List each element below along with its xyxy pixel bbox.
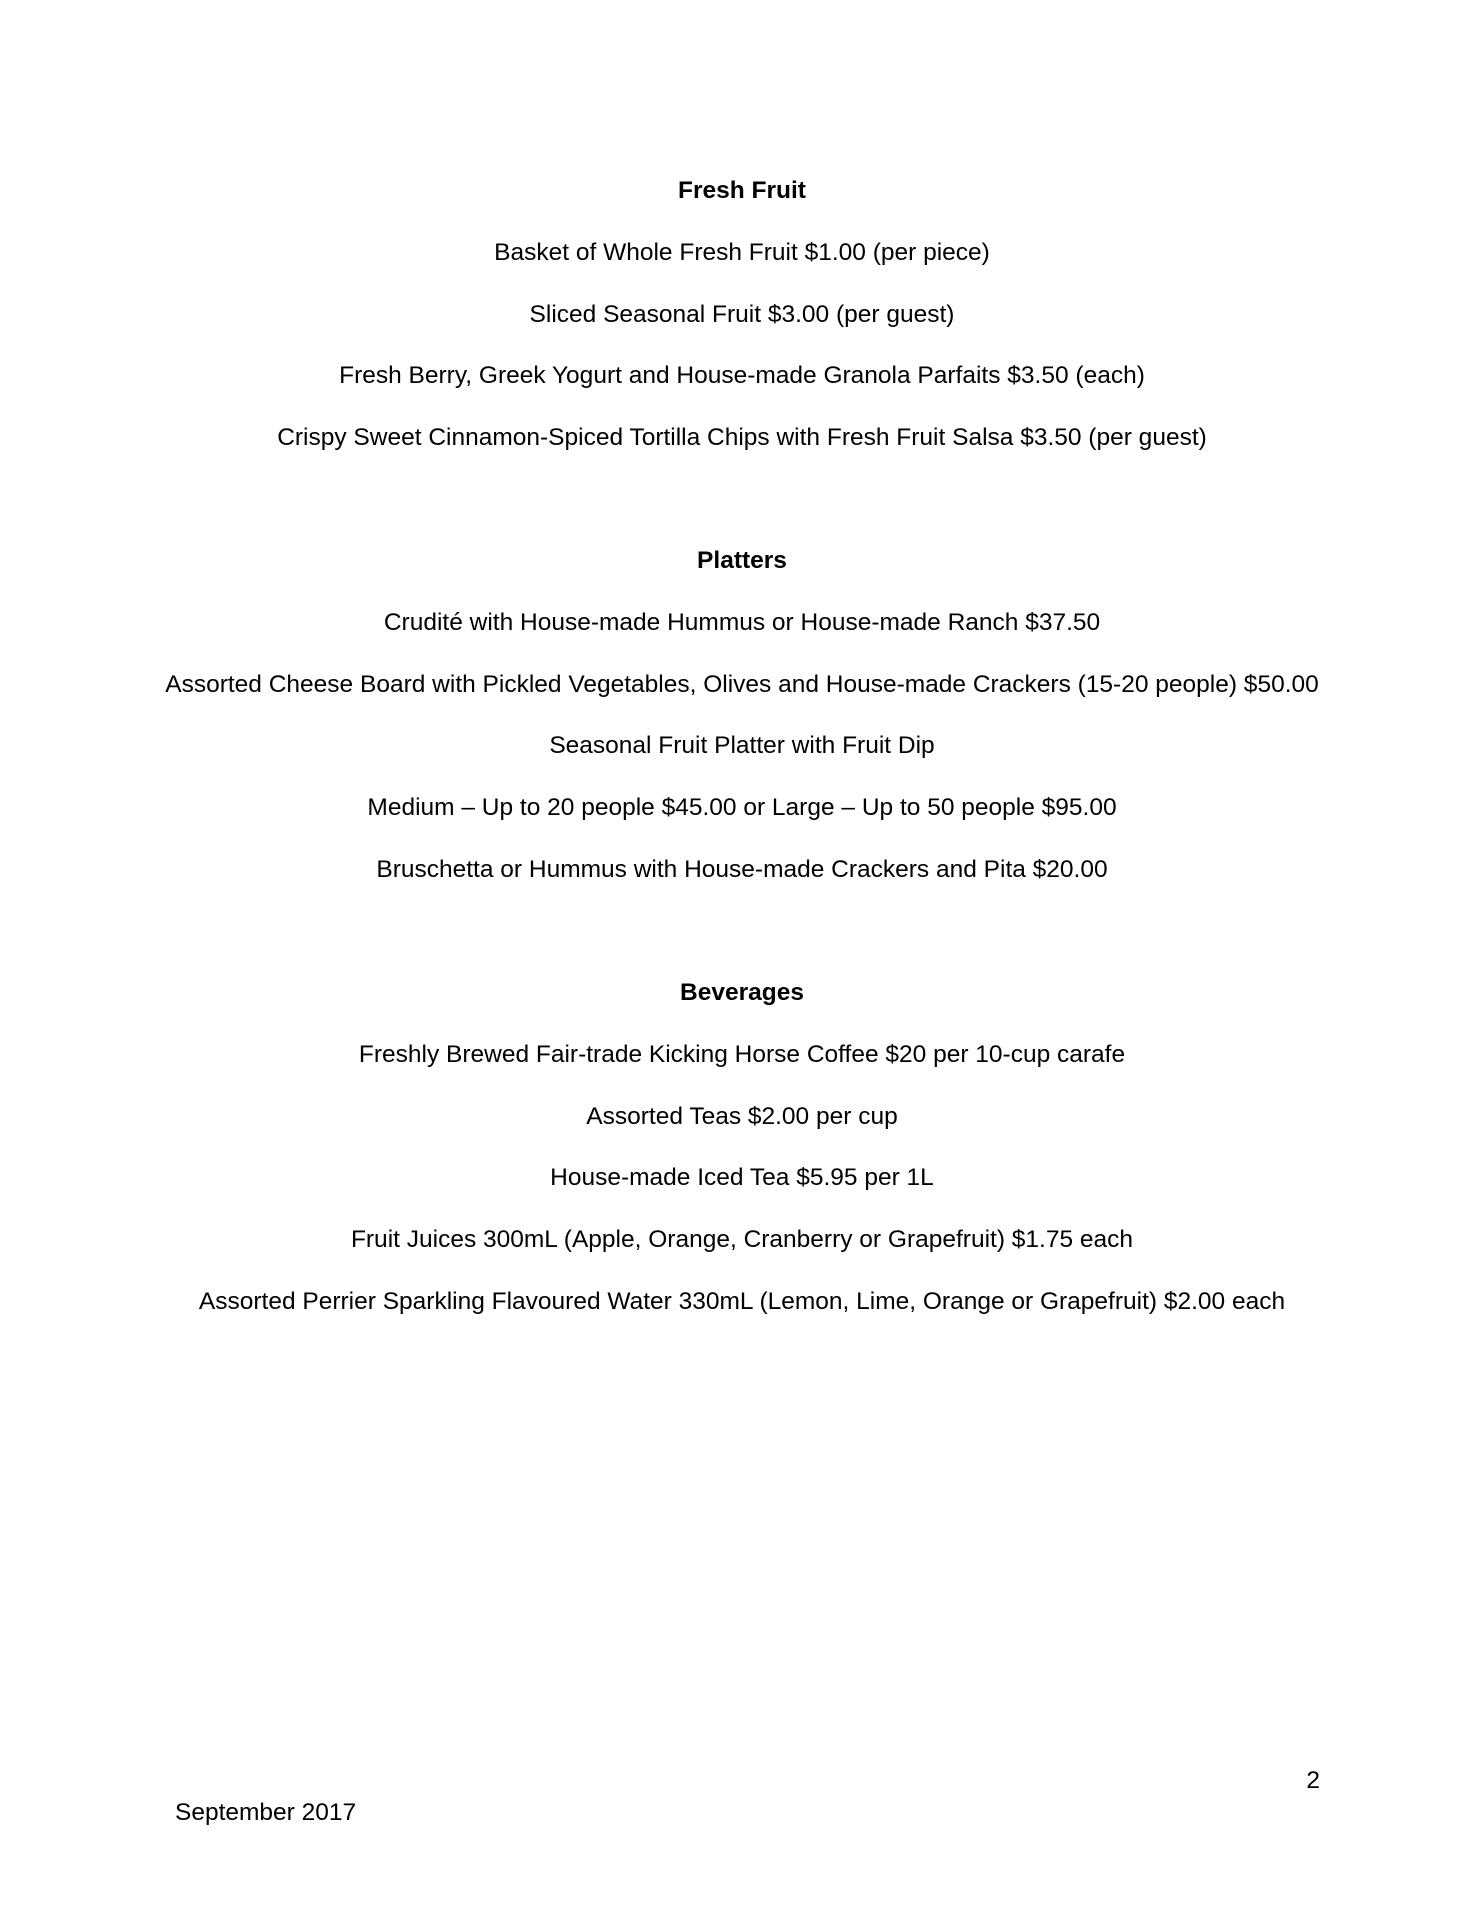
menu-item: Assorted Perrier Sparkling Flavoured Water 330mL (Lemon, Lime, Orange or Grapefruit) $2.00 each bbox=[198, 1288, 1286, 1315]
menu-item: Assorted Teas $2.00 per cup bbox=[586, 1103, 898, 1130]
menu-item: Sliced Seasonal Fruit $3.00 (per guest) bbox=[529, 301, 955, 328]
section-heading-platters: Platters bbox=[697, 547, 787, 574]
menu-item: Crispy Sweet Cinnamon-Spiced Tortilla Chips with Fresh Fruit Salsa $3.50 (per guest) bbox=[277, 424, 1207, 451]
menu-item: Fruit Juices 300mL (Apple, Orange, Cranberry or Grapefruit) $1.75 each bbox=[350, 1226, 1134, 1253]
menu-item: Medium – Up to 20 people $45.00 or Large – Up to 50 people $95.00 bbox=[367, 794, 1117, 821]
menu-item: House-made Iced Tea $5.95 per 1L bbox=[550, 1164, 934, 1191]
footer-date: September 2017 bbox=[175, 1799, 357, 1826]
page-number: 2 bbox=[1306, 1767, 1320, 1794]
section-heading-beverages: Beverages bbox=[680, 979, 804, 1006]
menu-item: Assorted Cheese Board with Pickled Vegetables, Olives and House-made Crackers (15-20 people) $50.00 bbox=[165, 671, 1319, 698]
menu-item: Bruschetta or Hummus with House-made Crackers and Pita $20.00 bbox=[376, 856, 1108, 883]
section-heading-fresh-fruit: Fresh Fruit bbox=[678, 177, 806, 204]
menu-item: Basket of Whole Fresh Fruit $1.00 (per piece) bbox=[494, 239, 990, 266]
menu-item: Seasonal Fruit Platter with Fruit Dip bbox=[549, 732, 935, 759]
menu-item: Crudité with House-made Hummus or House-made Ranch $37.50 bbox=[383, 609, 1101, 636]
menu-item: Freshly Brewed Fair-trade Kicking Horse Coffee $20 per 10-cup carafe bbox=[358, 1041, 1126, 1068]
menu-item: Fresh Berry, Greek Yogurt and House-made Granola Parfaits $3.50 (each) bbox=[339, 362, 1145, 389]
